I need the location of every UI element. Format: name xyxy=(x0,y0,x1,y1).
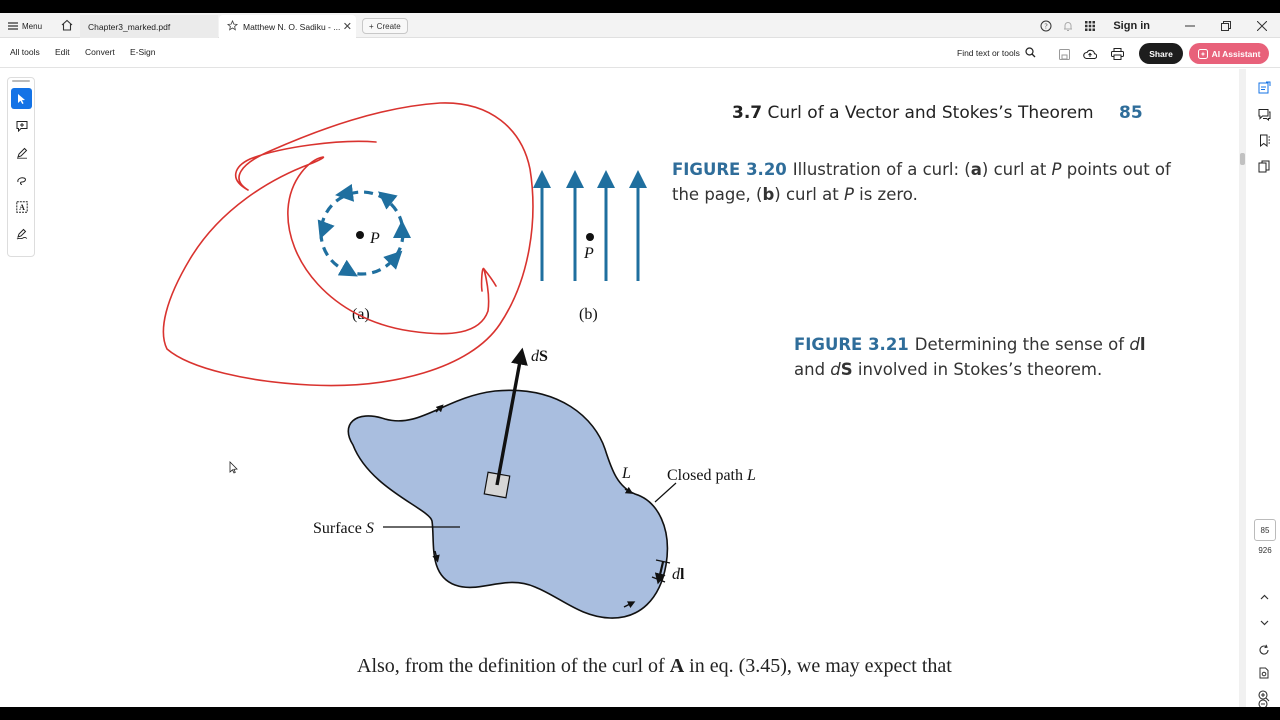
help-icon[interactable] xyxy=(1035,15,1057,37)
caption-text: Determining the sense of xyxy=(914,335,1130,354)
menu-button[interactable] xyxy=(8,18,42,34)
surface-label: Surface S xyxy=(313,520,374,537)
freehand-annotation xyxy=(163,103,533,386)
subfigure-a-label: (a) xyxy=(352,306,370,323)
quick-tools-rail xyxy=(7,77,35,257)
rail-grip[interactable] xyxy=(12,80,30,82)
edit-menu[interactable]: Edit xyxy=(55,47,70,57)
search-icon xyxy=(1025,47,1036,58)
add-comment-button[interactable] xyxy=(11,115,32,136)
mouse-cursor-icon xyxy=(230,462,237,473)
scrollbar-thumb[interactable] xyxy=(1240,153,1245,165)
home-icon xyxy=(61,19,73,31)
point-p-b: P xyxy=(584,245,594,262)
closed-path-label: Closed path L xyxy=(667,467,756,484)
tab-label: Matthew N. O. Sadiku - ... xyxy=(243,21,341,32)
caption-text: points out of the page, ( xyxy=(672,160,1171,204)
section-number: 3.7 xyxy=(732,103,763,123)
bookmarks-icon[interactable] xyxy=(1256,132,1272,148)
ai-assistant-label: AI Assistant xyxy=(1211,48,1261,59)
current-page-field[interactable]: 85 xyxy=(1254,519,1276,541)
home-button[interactable] xyxy=(58,16,76,34)
cursor-icon xyxy=(16,93,27,105)
body-paragraph xyxy=(357,655,952,678)
acrobat-window xyxy=(0,13,1280,707)
save-icon[interactable] xyxy=(1054,44,1074,64)
caption-italic: d xyxy=(830,360,841,379)
sign-tool-button[interactable] xyxy=(11,223,32,244)
figure-label: FIGURE 3.21 xyxy=(794,335,909,354)
find-text-button[interactable] xyxy=(957,47,1036,58)
convert-menu[interactable]: Convert xyxy=(85,47,115,57)
path-l-label: L xyxy=(622,465,631,482)
caption-italic: d xyxy=(1129,335,1140,354)
page-properties-button[interactable] xyxy=(1256,665,1272,681)
chevron-up-icon xyxy=(1260,594,1269,600)
main-toolbar xyxy=(0,39,1280,68)
figure-3-20a-circulation xyxy=(321,192,403,274)
restore-button[interactable] xyxy=(1208,15,1244,37)
zoom-out-icon xyxy=(1258,699,1270,707)
create-label: Create xyxy=(376,21,401,31)
apps-grid-icon[interactable] xyxy=(1079,15,1101,37)
edit-pdf-icon[interactable] xyxy=(1256,79,1272,95)
caption-text: ) curl at xyxy=(774,185,844,204)
figure-3-20b-uniform-field xyxy=(542,179,638,281)
tab-bar xyxy=(0,13,1280,38)
cloud-upload-icon[interactable] xyxy=(1080,44,1100,64)
dl-label: dl xyxy=(672,566,685,583)
subfigure-b-label: (b) xyxy=(579,306,598,323)
page-thumbnails-icon[interactable] xyxy=(1256,158,1272,174)
next-page-button[interactable] xyxy=(1256,615,1272,631)
bell-icon[interactable] xyxy=(1057,15,1079,37)
hamburger-icon xyxy=(8,22,18,30)
vertical-scrollbar[interactable] xyxy=(1239,69,1246,707)
caption-text: ) curl at xyxy=(981,160,1052,179)
close-icon xyxy=(1257,21,1267,31)
all-tools-menu[interactable]: All tools xyxy=(10,47,40,57)
refresh-icon xyxy=(1258,644,1270,656)
esign-menu[interactable]: E-Sign xyxy=(130,47,156,57)
menu-label: Menu xyxy=(22,21,43,31)
plus-icon: + xyxy=(369,21,374,31)
draw-tool-button[interactable] xyxy=(11,169,32,190)
highlight-tool-button[interactable] xyxy=(11,142,32,163)
tab-label: Chapter3_marked.pdf xyxy=(88,21,171,32)
body-bold: A xyxy=(669,655,685,677)
caption-text: Illustration of a curl: ( xyxy=(792,160,971,179)
caption-bold: S xyxy=(840,360,853,379)
star-icon[interactable] xyxy=(227,20,238,33)
svg-text:A: A xyxy=(18,202,25,212)
text-box-icon xyxy=(16,201,28,213)
ai-sparkle-icon xyxy=(1198,49,1208,59)
create-button[interactable] xyxy=(362,18,408,34)
caption-bold: l xyxy=(1139,335,1146,354)
document-search-icon xyxy=(1258,667,1270,679)
page-number: 85 xyxy=(1119,103,1143,123)
minimize-icon xyxy=(1185,21,1195,31)
ai-assistant-button[interactable] xyxy=(1189,43,1269,64)
pen-icon xyxy=(16,147,28,159)
comments-panel-icon[interactable] xyxy=(1256,106,1272,122)
text-tool-button[interactable] xyxy=(11,196,32,217)
caption-text: is zero. xyxy=(853,185,918,204)
point-p-a: P xyxy=(370,230,380,247)
find-label: Find text or tools xyxy=(957,47,1020,58)
close-tab-icon[interactable]: ✕ xyxy=(342,21,352,33)
figure-3-21-surface xyxy=(348,356,676,618)
select-tool-button[interactable] xyxy=(11,88,32,109)
svg-text:?: ? xyxy=(1044,22,1048,31)
tab-chapter3[interactable] xyxy=(80,15,218,38)
signature-icon xyxy=(16,228,28,240)
body-text: in eq. (3.45), we may expect that xyxy=(684,655,952,677)
total-pages: 926 xyxy=(1258,546,1272,555)
caption-bold: a xyxy=(970,160,982,179)
rotate-button[interactable] xyxy=(1256,642,1272,658)
minimize-button[interactable] xyxy=(1172,15,1208,37)
sign-in-button[interactable]: Sign in xyxy=(1113,19,1150,32)
previous-page-button[interactable] xyxy=(1256,589,1272,605)
chevron-down-icon xyxy=(1260,620,1269,626)
section-title: Curl of a Vector and Stokes’s Theorem xyxy=(767,103,1094,123)
caption-italic: P xyxy=(1051,160,1062,179)
figure-canvas xyxy=(40,69,1238,707)
caption-bold: b xyxy=(762,185,775,204)
body-text: Also, from the definition of the curl of xyxy=(357,655,670,677)
caption-text: and xyxy=(794,360,831,379)
pdf-page xyxy=(40,69,1238,707)
tab-sadiku[interactable] xyxy=(219,15,356,38)
ds-label: dS xyxy=(531,348,548,365)
comment-icon xyxy=(16,120,28,132)
restore-icon xyxy=(1221,21,1231,31)
close-window-button[interactable] xyxy=(1244,15,1280,37)
figure-label: FIGURE 3.20 xyxy=(672,160,787,179)
share-button[interactable]: Share xyxy=(1139,43,1183,64)
caption-text: involved in Stokes’s theorem. xyxy=(852,360,1103,379)
freehand-icon xyxy=(16,174,28,186)
print-icon[interactable] xyxy=(1107,44,1127,64)
caption-italic: P xyxy=(843,185,854,204)
